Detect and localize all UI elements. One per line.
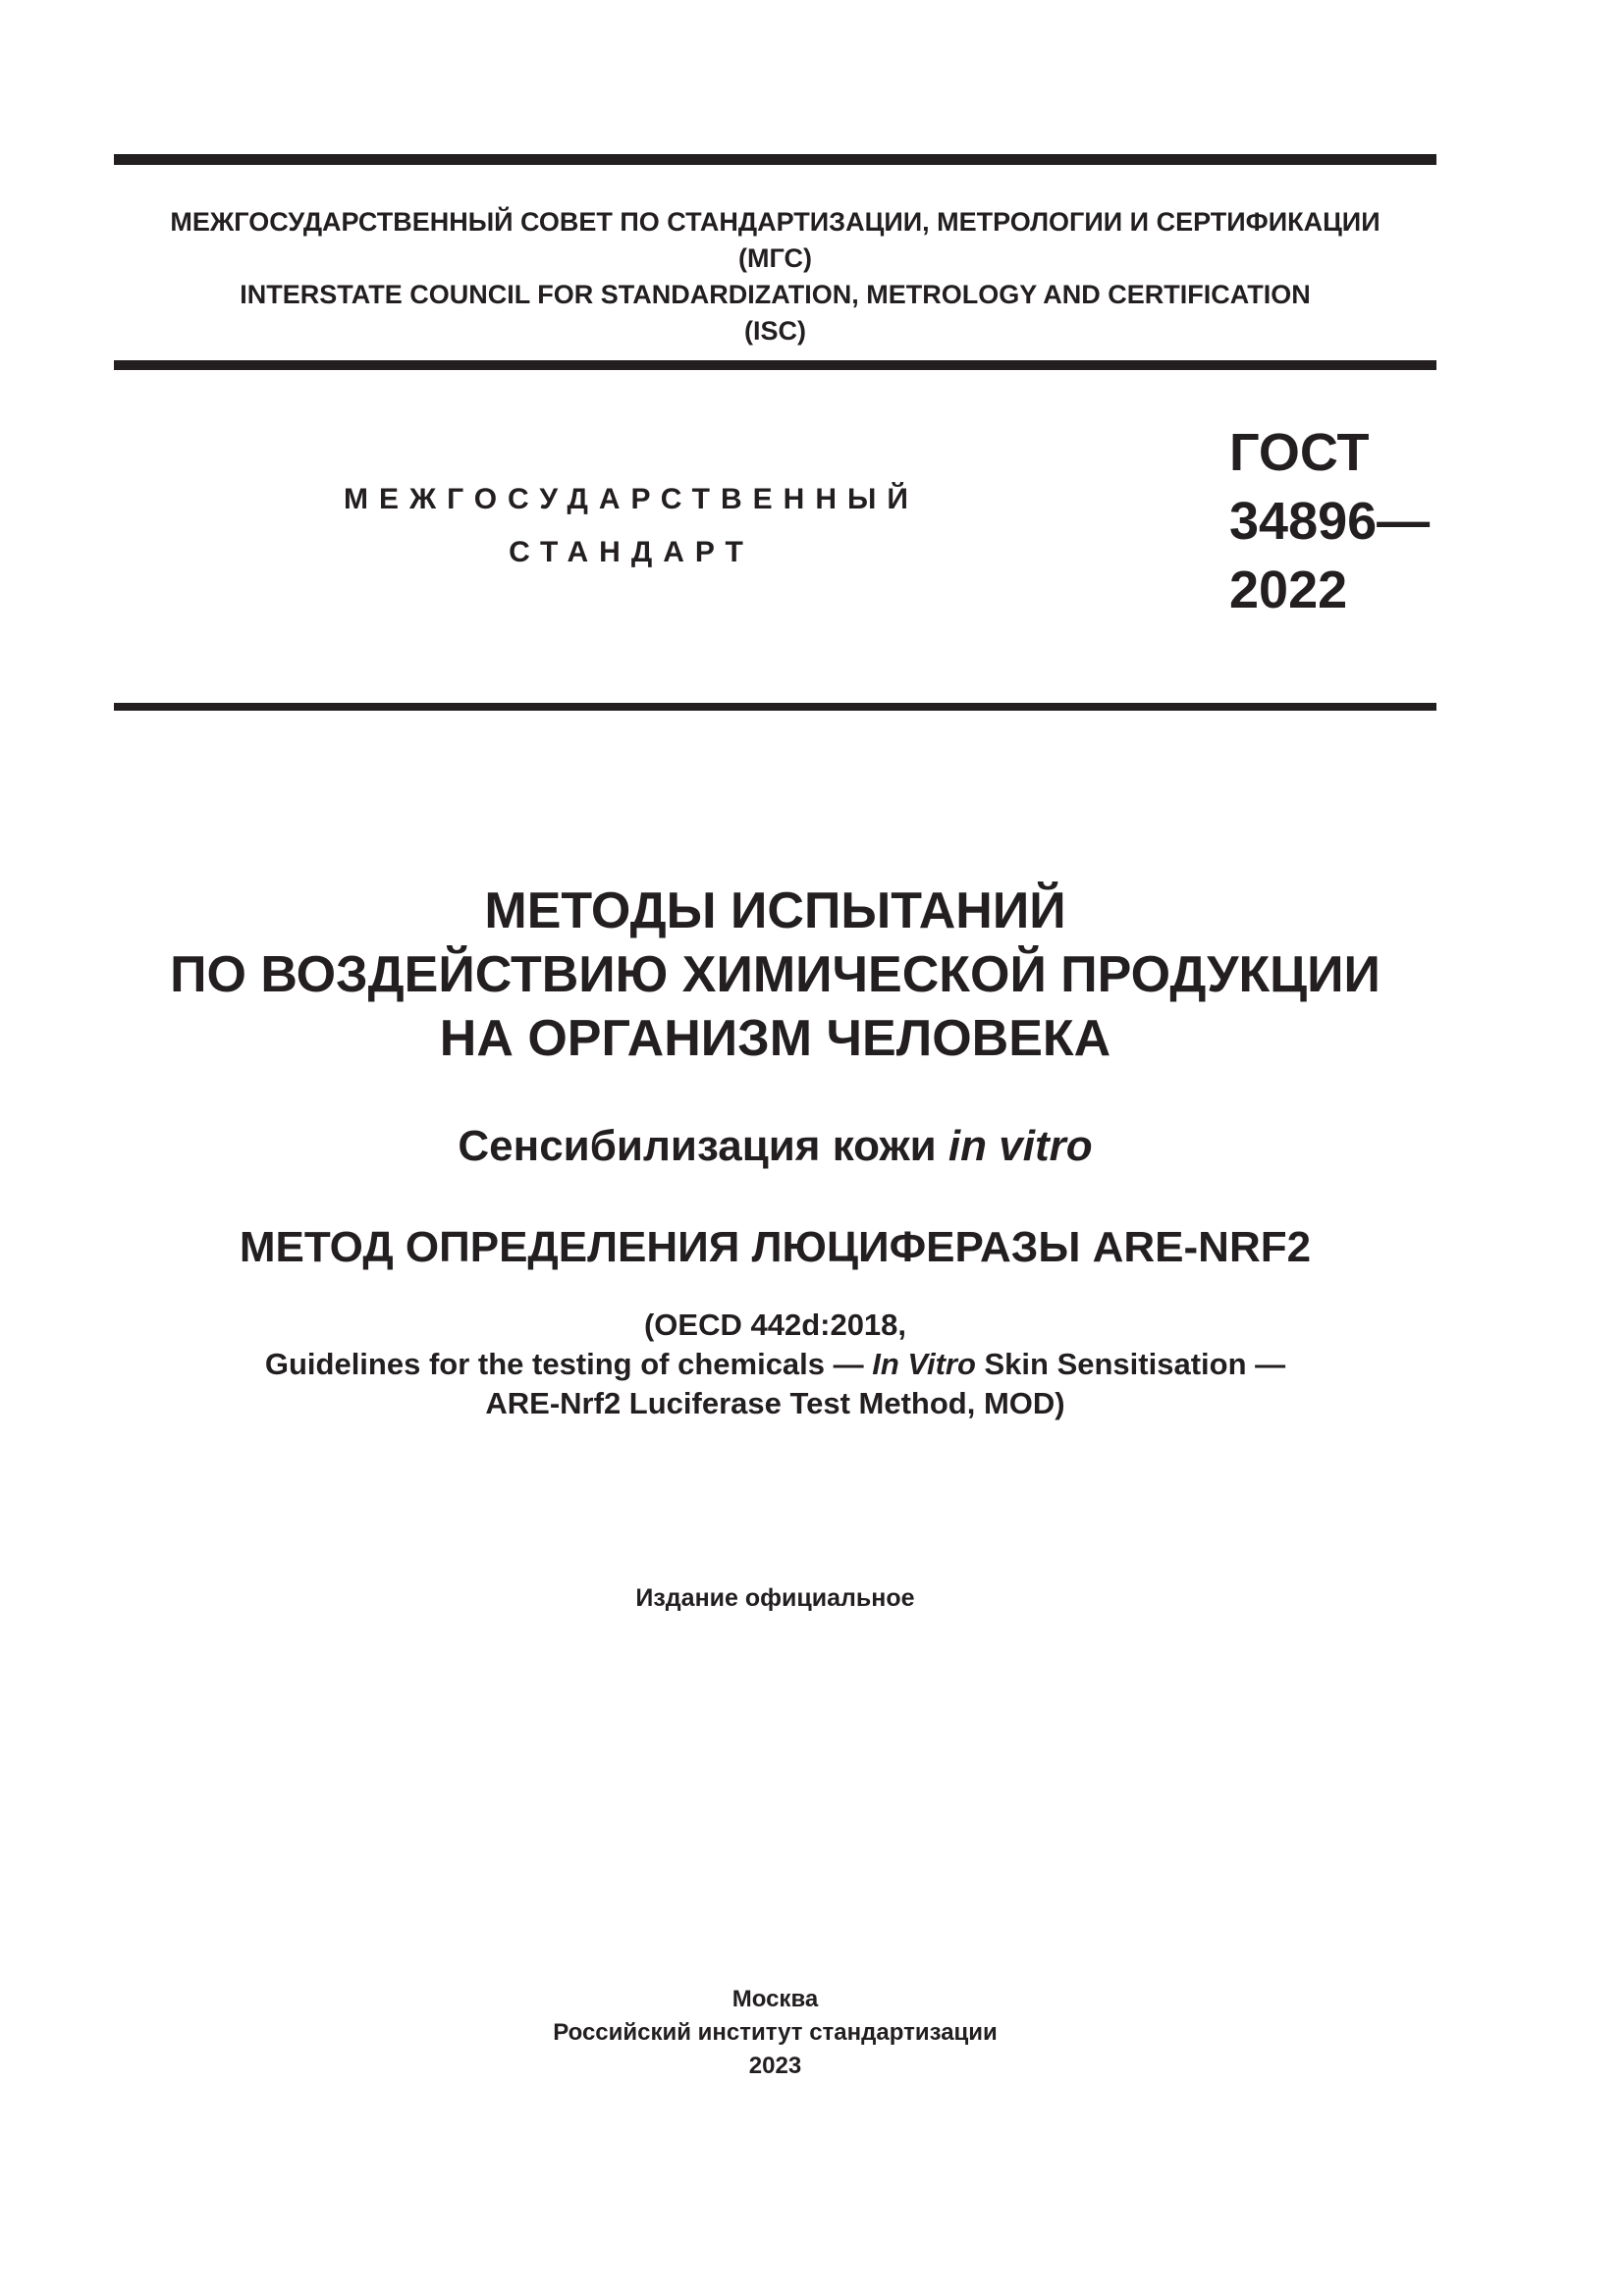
title-line3: НА ОРГАНИЗМ ЧЕЛОВЕКА (439, 1010, 1111, 1067)
publisher-city: Москва (731, 1986, 819, 2012)
council-header (114, 204, 1436, 349)
council-bottom-rule (114, 360, 1436, 370)
oecd-line2-after: Skin Sensitisation — (975, 1347, 1286, 1381)
title-line2: ПО ВОЗДЕЙСТВИЮ ХИМИЧЕСКОЙ ПРОДУКЦИИ (170, 946, 1380, 1003)
publisher-year: 2023 (748, 2053, 802, 2079)
header-bottom-rule (114, 703, 1436, 711)
standard-type-line2: СТАНДАРТ (509, 536, 754, 568)
designation-line2: 34896— (1229, 492, 1431, 551)
subtitle-italic: in vitro (947, 1122, 1093, 1170)
subtitle-text: Сенсибилизация кожи (458, 1122, 937, 1170)
publisher-block (114, 1983, 1436, 2083)
title-line1: МЕТОДЫ ИСПЫТАНИЙ (484, 882, 1066, 939)
document-subtitle (114, 1119, 1436, 1174)
top-rule (114, 154, 1436, 165)
oecd-line2-before: Guidelines for the testing of chemicals — (264, 1347, 873, 1381)
oecd-reference (114, 1306, 1436, 1423)
method-title: МЕТОД ОПРЕДЕЛЕНИЯ ЛЮЦИФЕРАЗЫ ARE-NRF2 (239, 1223, 1312, 1271)
council-name-en: INTERSTATE COUNCIL FOR STANDARDIZATION, METROLOGY AND CERTIFICATION (240, 280, 1311, 309)
standard-type-line1: МЕЖГОСУДАРСТВЕННЫЙ (344, 483, 919, 515)
council-abbr-ru: (МГС) (738, 243, 812, 273)
oecd-line2-italic: In Vitro (872, 1347, 976, 1381)
standard-type (344, 473, 919, 579)
publisher-institute: Российский институт стандартизации (553, 2019, 998, 2046)
designation-line3: 2022 (1229, 561, 1348, 619)
document-title (114, 880, 1436, 1071)
oecd-line3: ARE-Nrf2 Luciferase Test Method, MOD) (485, 1386, 1065, 1420)
designation-line1: ГОСТ (1229, 423, 1370, 482)
council-abbr-en: (ISC) (744, 316, 806, 346)
standard-designation (1229, 418, 1430, 624)
council-name-ru: МЕЖГОСУДАРСТВЕННЫЙ СОВЕТ ПО СТАНДАРТИЗАЦИИ, МЕТРОЛОГИИ И СЕРТИФИКАЦИИ (170, 207, 1380, 237)
oecd-line1: (OECD 442d:2018, (643, 1308, 907, 1342)
edition-label: Издание официальное (635, 1584, 915, 1612)
oecd-line2 (114, 1345, 1436, 1384)
